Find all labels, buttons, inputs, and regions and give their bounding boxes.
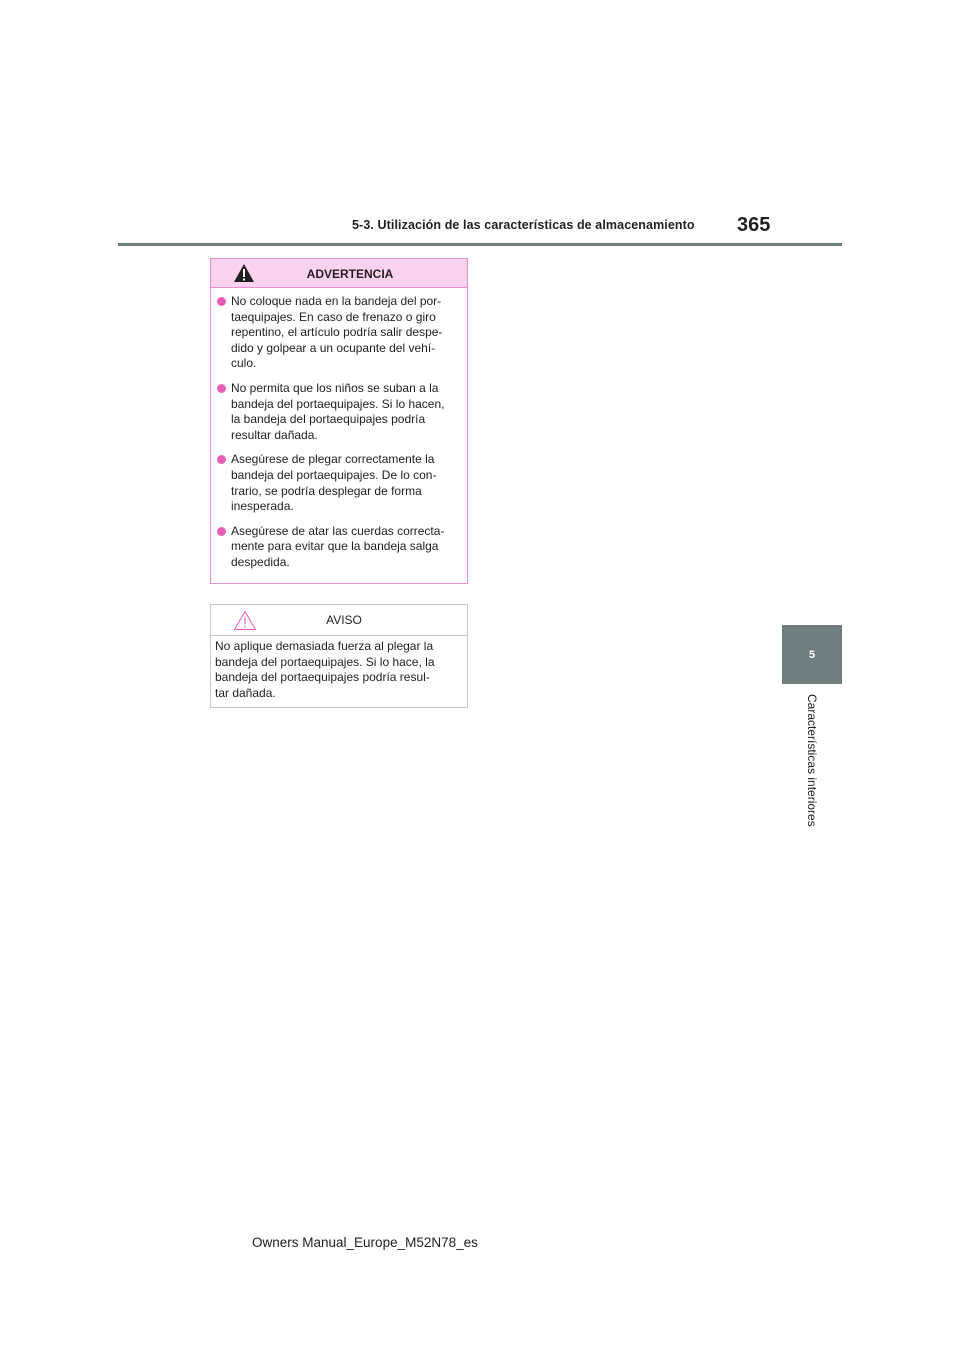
text-line: Asegúrese de plegar correctamente la xyxy=(231,452,435,467)
page-number: 365 xyxy=(737,214,771,236)
text-line: trario, se podría desplegar de forma xyxy=(231,483,422,498)
text-line: bandeja del portaequipajes podría resul- xyxy=(215,670,430,685)
text-line: repentino, el artículo podría salir despe- xyxy=(231,325,443,340)
text-line: inesperada. xyxy=(231,499,294,514)
warning-item xyxy=(215,294,463,372)
text-line: taequipajes. En caso de frenazo o giro xyxy=(231,309,436,324)
text-line: bandeja del portaequipajes. Si lo hace, la xyxy=(215,654,435,669)
bullet-dot-icon xyxy=(217,527,226,536)
text-line: culo. xyxy=(231,356,257,371)
warning-triangle-icon xyxy=(233,263,255,283)
notice-title: AVISO xyxy=(326,613,362,627)
text-line: la bandeja del portaequipajes podría xyxy=(231,412,426,427)
warning-item-text xyxy=(231,381,463,443)
text-line: despedida. xyxy=(231,554,290,569)
section-title: 5-3. Utilización de las características de almacenamiento xyxy=(352,218,695,232)
caution-triangle-icon xyxy=(233,610,257,631)
notice-box xyxy=(210,604,468,708)
text-line: bandeja del portaequipajes. Si lo hacen, xyxy=(231,396,445,411)
notice-body xyxy=(211,636,467,701)
text-line: resultar dañada. xyxy=(231,427,318,442)
text-line: Asegúrese de atar las cuerdas correcta- xyxy=(231,523,445,538)
chapter-tab xyxy=(782,625,842,684)
chapter-number: 5 xyxy=(808,648,816,661)
warning-item xyxy=(215,381,463,443)
bullet-dot-icon xyxy=(217,384,226,393)
notice-header xyxy=(211,605,467,636)
footer-text: Owners Manual_Europe_M52N78_es xyxy=(252,1235,478,1250)
chapter-title: Características interiores xyxy=(805,694,819,827)
warning-header xyxy=(211,259,467,288)
warning-title: ADVERTENCIA xyxy=(306,266,394,281)
text-line: No permita que los niños se suban a la xyxy=(231,380,439,395)
warning-item-text xyxy=(231,524,463,571)
warning-body xyxy=(211,288,467,571)
warning-item-text xyxy=(231,452,463,514)
bullet-dot-icon xyxy=(217,455,226,464)
text-line: mente para evitar que la bandeja salga xyxy=(231,539,439,554)
bullet-dot-icon xyxy=(217,297,226,306)
text-line: tar dañada. xyxy=(215,685,276,700)
text-line: bandeja del portaequipajes. De lo con- xyxy=(231,467,437,482)
warning-box xyxy=(210,258,468,584)
text-line: dido y golpear a un ocupante del vehí- xyxy=(231,340,436,355)
text-line: No coloque nada en la bandeja del por- xyxy=(231,294,442,308)
text-line: No aplique demasiada fuerza al plegar la xyxy=(215,639,434,653)
warning-item xyxy=(215,452,463,514)
warning-item xyxy=(215,524,463,571)
header-rule xyxy=(118,243,842,246)
warning-item-text xyxy=(231,294,463,372)
